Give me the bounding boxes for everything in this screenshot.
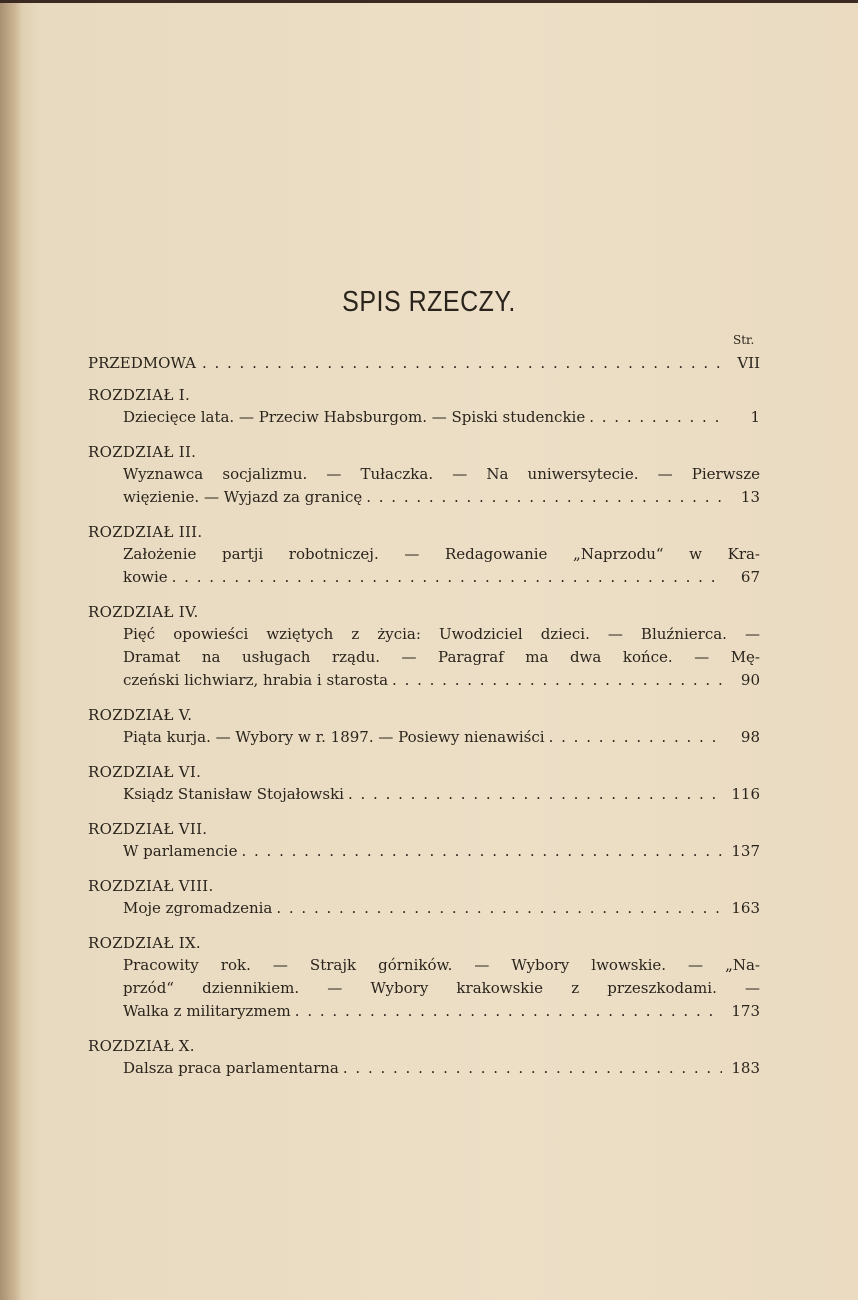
toc-chapter-entry [88,601,760,692]
dot-leader [343,1057,722,1080]
toc-page-number: 183 [731,1059,760,1077]
chapter-description [88,406,760,429]
chapter-description [88,840,760,863]
chapter-description-line: Pracowity rok. — Strajk górników. — Wybory lwowskie. — „Na- [123,956,760,974]
chapter-description-line: przód“ dziennikiem. — Wybory krakowskie z przeszkodami. — [123,979,760,997]
toc-chapter-entry [88,875,760,920]
toc-page-number: 98 [740,728,760,746]
book-spine-shadow [0,0,22,1300]
toc-chapter-list [88,384,760,1080]
toc-chapter-entry [88,932,760,1023]
chapter-heading: ROZDZIAŁ IX. [88,934,201,952]
chapter-description [88,783,760,806]
chapter-description-line: Dramat na usługach rządu. — Paragraf ma dwa końce. — Mę- [123,648,760,666]
toc-preface [88,354,760,372]
toc-chapter-entry [88,761,760,806]
page-column-label: Str. [733,333,755,347]
chapter-final-line [123,1000,760,1023]
chapter-heading: ROZDZIAŁ II. [88,443,197,461]
toc-chapter-entry [88,818,760,863]
chapter-description [88,543,760,589]
toc-chapter-entry [88,384,760,429]
chapter-heading: ROZDZIAŁ VII. [88,820,208,838]
toc-page-number: 67 [740,568,760,586]
toc-page-number: 90 [740,671,760,689]
toc-preface-label: PRZEDMOWA [88,354,196,372]
chapter-heading: ROZDZIAŁ I. [88,386,191,404]
chapter-heading: ROZDZIAŁ V. [88,706,193,724]
chapter-description-line: Pięć opowieści wziętych z życia: Uwodziciel dzieci. — Bluźnierca. — [123,625,760,643]
chapter-description-line: W parlamencie [123,842,238,860]
chapter-heading: ROZDZIAŁ III. [88,523,203,541]
chapter-description [88,623,760,692]
chapter-description [88,1057,760,1080]
chapter-description-line: Ksiądz Stanisław Stojałowski [123,785,344,803]
chapter-final-line [123,897,760,920]
toc-page-number: 163 [731,899,760,917]
chapter-description-line: kowie [123,568,168,586]
toc-chapter-entry [88,521,760,589]
chapter-final-line [123,566,760,589]
toc-page-number: VII [737,354,760,372]
dot-leader [366,486,722,509]
dot-leader [202,354,722,372]
chapter-description-line: Walka z militaryzmem [123,1002,291,1020]
chapter-description-line: Moje zgromadzenia [123,899,273,917]
chapter-final-line [123,840,760,863]
chapter-heading: ROZDZIAŁ IV. [88,603,199,621]
chapter-description [88,954,760,1023]
toc-page-number: 13 [740,488,760,506]
toc-page-number: 116 [731,785,760,803]
chapter-final-line [123,783,760,806]
chapter-final-line [123,406,760,429]
chapter-heading: ROZDZIAŁ VI. [88,763,202,781]
dot-leader [276,897,722,920]
table-of-contents [88,354,760,1092]
dot-leader [172,566,722,589]
chapter-description [88,463,760,509]
chapter-description-line: Wyznawca socjalizmu. — Tułaczka. — Na uniwersytecie. — Pierwsze [123,465,760,483]
chapter-final-line [123,486,760,509]
page-top-edge [0,0,858,3]
dot-leader [348,783,722,806]
chapter-description-line: Piąta kurja. — Wybory w r. 1897. — Posiewy nienawiści [123,728,545,746]
chapter-description-line: Dziecięce lata. — Przeciw Habsburgom. — Spiski studenckie [123,408,586,426]
chapter-description [88,726,760,749]
dot-leader [241,840,722,863]
dot-leader [589,406,722,429]
toc-page-number: 1 [750,408,760,426]
dot-leader [549,726,722,749]
toc-page-number: 173 [731,1002,760,1020]
chapter-description-line: Założenie partji robotniczej. — Redagowanie „Naprzodu“ w Kra- [123,545,760,563]
chapter-heading: ROZDZIAŁ X. [88,1037,195,1055]
toc-chapter-entry [88,441,760,509]
chapter-final-line [123,669,760,692]
dot-leader [295,1000,722,1023]
chapter-final-line [123,1057,760,1080]
toc-chapter-entry [88,1035,760,1080]
toc-page-number: 137 [731,842,760,860]
dot-leader [392,669,722,692]
page-title: SPIS RZECZY. [342,285,516,319]
chapter-description [88,897,760,920]
toc-chapter-entry [88,704,760,749]
chapter-description-line: czeński lichwiarz, hrabia i starosta [123,671,389,689]
chapter-heading: ROZDZIAŁ VIII. [88,877,214,895]
chapter-description-line: więzienie. — Wyjazd za granicę [123,488,363,506]
chapter-description-line: Dalsza praca parlamentarna [123,1059,339,1077]
chapter-final-line [123,726,760,749]
